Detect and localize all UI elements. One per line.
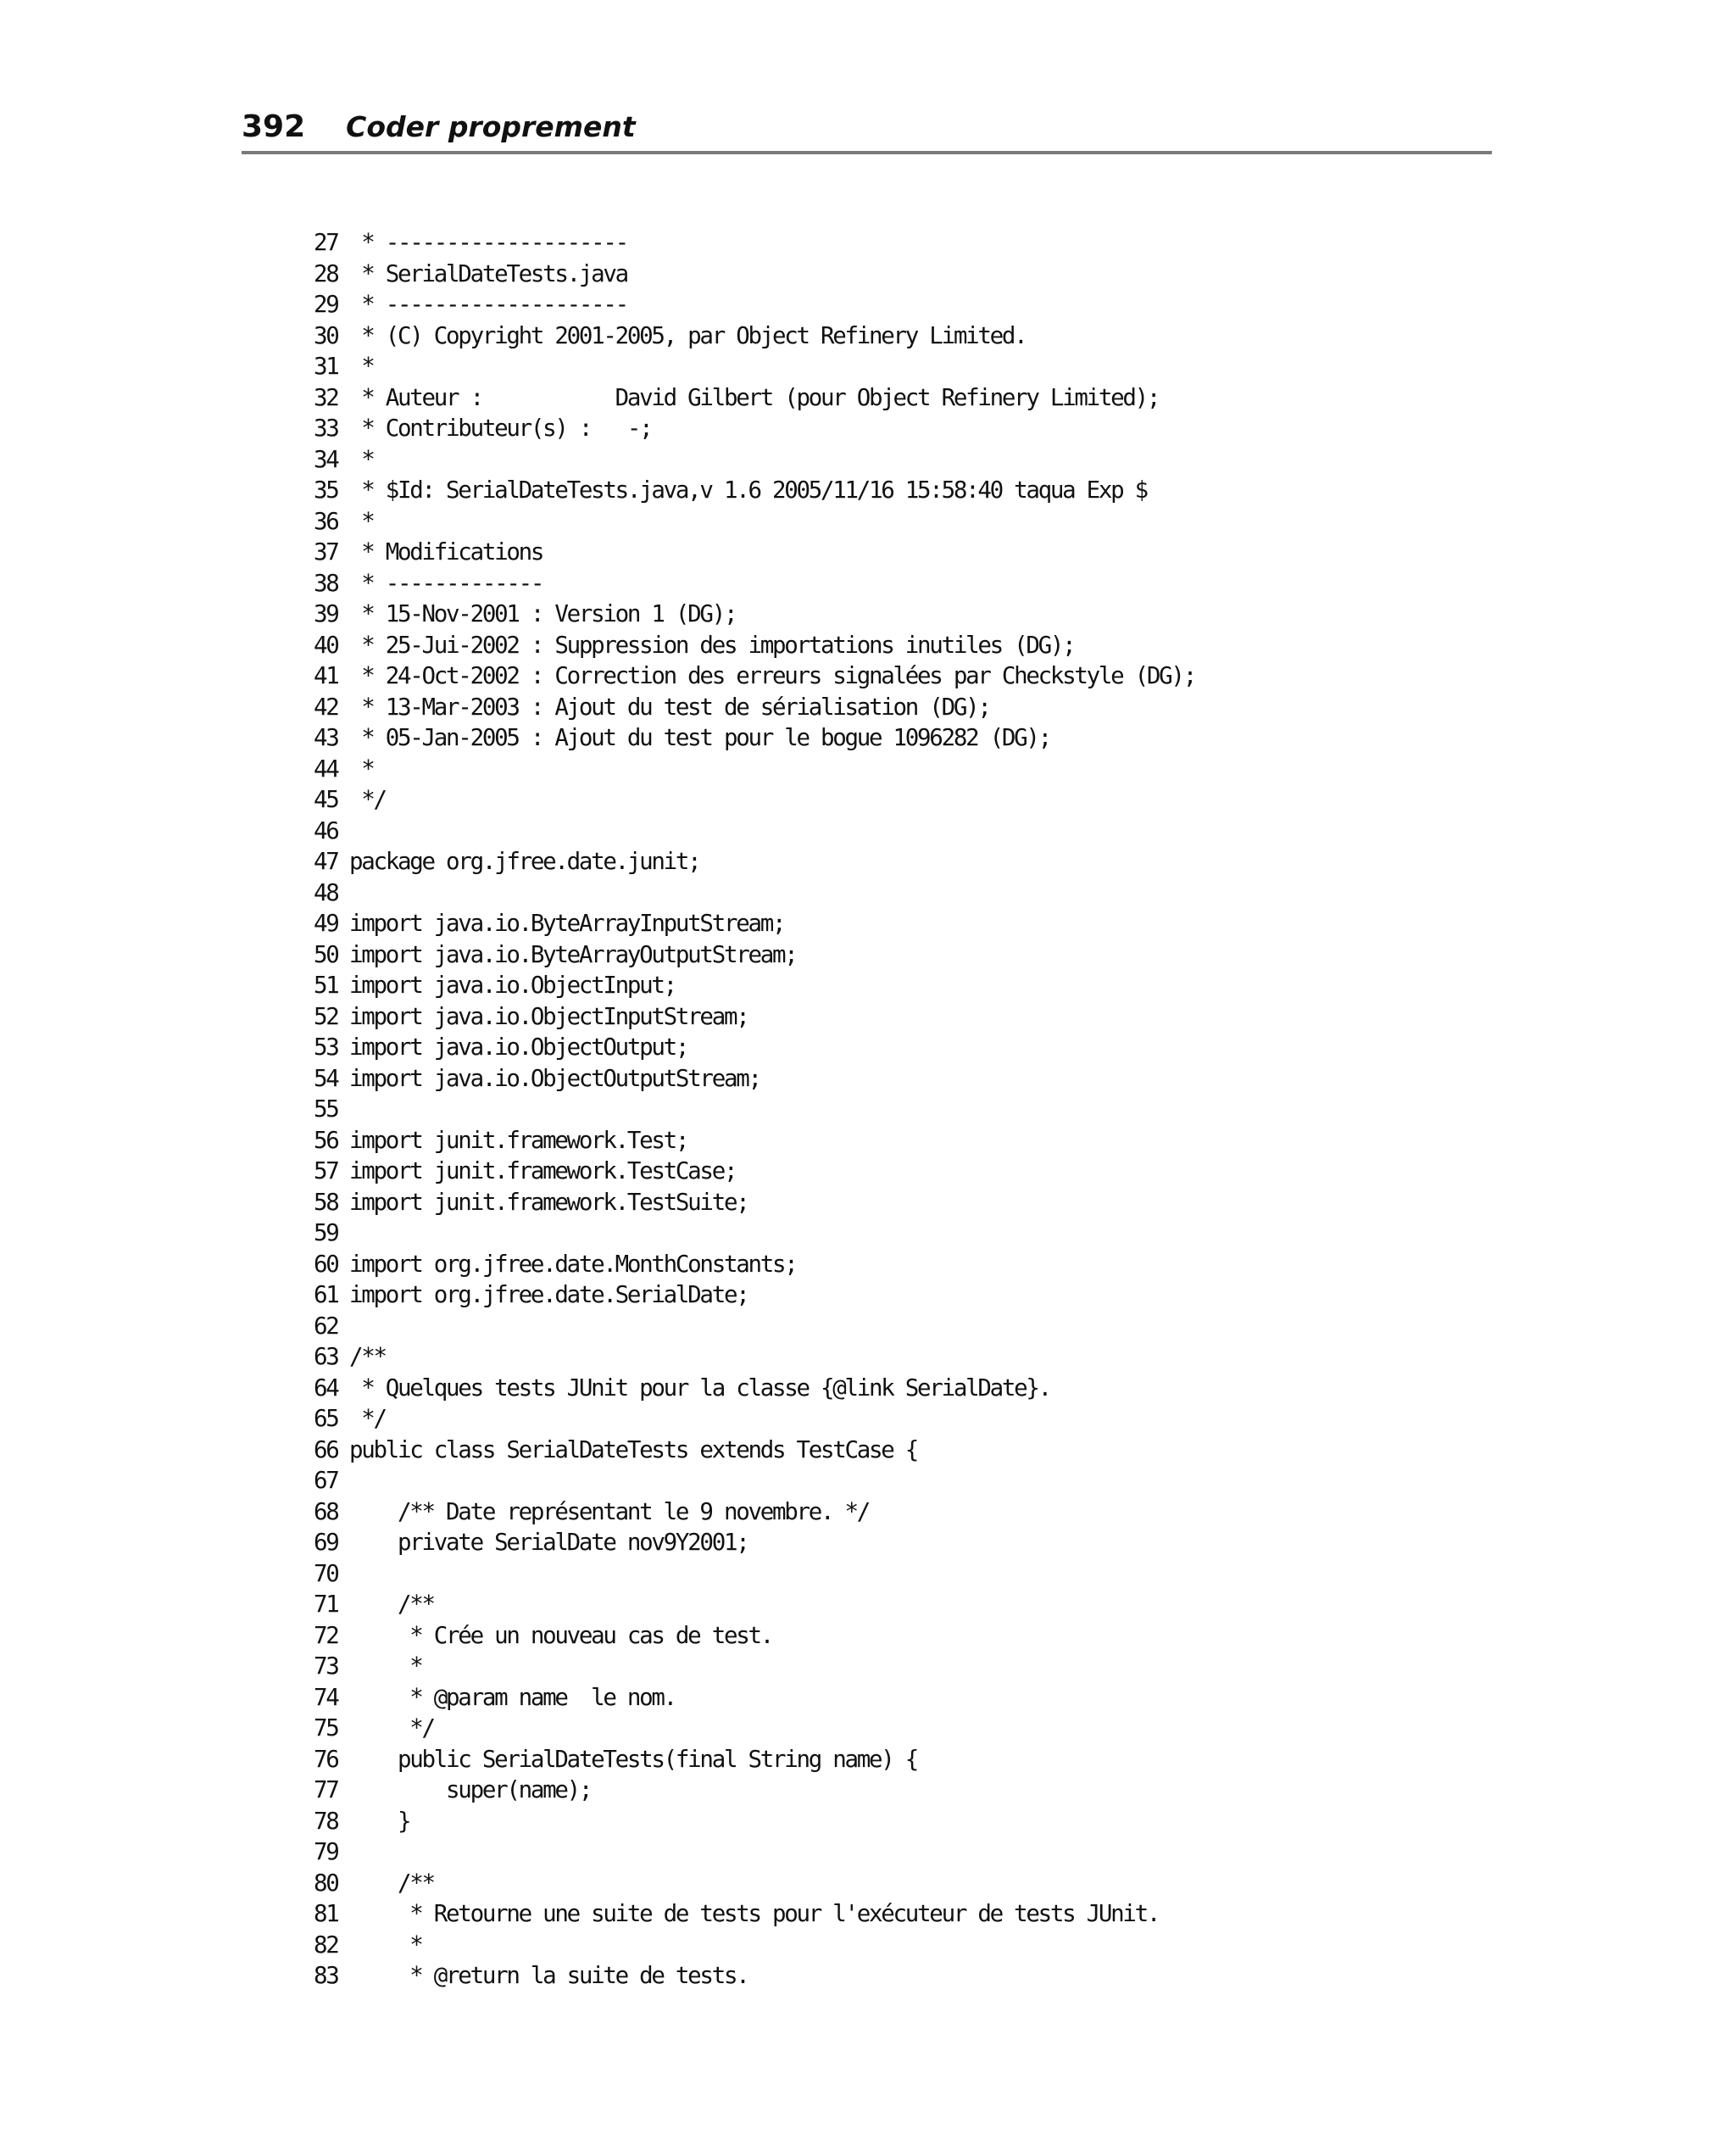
code-line	[314, 1341, 1483, 1373]
line-number: 52	[314, 1002, 338, 1030]
line-number: 43	[314, 724, 338, 751]
line-number: 71	[314, 1591, 338, 1618]
line-number: 69	[314, 1529, 338, 1556]
code-line	[314, 1806, 1483, 1837]
line-number: 53	[314, 1034, 338, 1061]
code-line	[314, 1279, 1483, 1311]
code-line	[314, 1063, 1483, 1095]
line-number: 54	[314, 1064, 338, 1092]
code-line	[314, 320, 1483, 352]
line-code: * @return la suite de tests.	[349, 1962, 748, 1989]
code-line	[314, 537, 1483, 568]
line-number: 40	[314, 631, 338, 659]
page-number: 392	[242, 109, 306, 144]
code-line	[314, 1775, 1483, 1806]
code-line	[314, 1558, 1483, 1590]
line-code: import java.io.ObjectInputStream;	[349, 1002, 748, 1030]
line-code: /**	[349, 1869, 434, 1897]
code-line	[314, 1496, 1483, 1528]
code-line	[314, 1465, 1483, 1496]
line-number: 50	[314, 940, 338, 968]
book-title: Coder proprement	[346, 109, 636, 143]
line-number: 76	[314, 1745, 338, 1773]
line-number: 70	[314, 1559, 338, 1587]
line-code: * -------------	[349, 569, 543, 597]
code-line	[314, 630, 1483, 661]
line-code: import java.io.ByteArrayOutputStream;	[349, 940, 797, 968]
line-number: 31	[314, 353, 338, 380]
code-line	[314, 816, 1483, 847]
line-number: 37	[314, 538, 338, 566]
line-code: * @param name le nom.	[349, 1683, 676, 1711]
code-line	[314, 1868, 1483, 1899]
code-line	[314, 1249, 1483, 1280]
line-code: import org.jfree.date.SerialDate;	[349, 1281, 748, 1308]
code-line	[314, 722, 1483, 754]
code-line	[314, 939, 1483, 971]
line-number: 29	[314, 291, 338, 318]
code-line	[314, 444, 1483, 476]
code-line	[314, 1651, 1483, 1682]
code-line	[314, 1620, 1483, 1652]
code-line	[314, 660, 1483, 692]
line-number: 56	[314, 1126, 338, 1154]
line-number: 73	[314, 1652, 338, 1680]
line-number: 81	[314, 1900, 338, 1927]
line-code: * (C) Copyright 2001-2005, par Object Refinery Limited.	[349, 321, 1027, 349]
line-code: */	[349, 786, 386, 813]
code-line	[314, 351, 1483, 382]
code-line	[314, 970, 1483, 1001]
code-line	[314, 1682, 1483, 1714]
line-code: * --------------------	[349, 291, 627, 318]
line-number: 58	[314, 1188, 338, 1216]
line-number: 49	[314, 910, 338, 937]
line-code: * 15-Nov-2001 : Version 1 (DG);	[349, 600, 737, 627]
line-code: * Auteur : David Gilbert (pour Object Refinery Limited);	[349, 383, 1160, 411]
line-number: 39	[314, 600, 338, 627]
code-line	[314, 506, 1483, 538]
line-code: import junit.framework.Test;	[349, 1126, 688, 1154]
code-line	[314, 1373, 1483, 1404]
code-line	[314, 1435, 1483, 1466]
line-number: 34	[314, 445, 338, 473]
line-number: 28	[314, 259, 338, 287]
line-code: super(name);	[349, 1776, 592, 1803]
line-number: 72	[314, 1621, 338, 1649]
line-code: /**	[349, 1343, 386, 1370]
line-number: 64	[314, 1374, 338, 1402]
code-line	[314, 1744, 1483, 1775]
line-code: * 24-Oct-2002 : Correction des erreurs signalées par Checkstyle (DG);	[349, 662, 1195, 689]
line-code: import java.io.ObjectOutput;	[349, 1034, 688, 1061]
code-line	[314, 1527, 1483, 1558]
code-line	[314, 1311, 1483, 1342]
line-code: import org.jfree.date.MonthConstants;	[349, 1250, 797, 1278]
line-code: * --------------------	[349, 229, 627, 256]
code-line	[314, 1001, 1483, 1033]
line-code: /**	[349, 1591, 434, 1618]
line-number: 79	[314, 1838, 338, 1865]
code-line	[314, 289, 1483, 320]
line-code: }	[349, 1807, 410, 1835]
line-code: *	[349, 1931, 422, 1959]
line-number: 38	[314, 569, 338, 597]
line-number: 67	[314, 1467, 338, 1494]
line-number: 42	[314, 693, 338, 721]
line-code: public class SerialDateTests extends TestCase {	[349, 1435, 918, 1463]
line-number: 57	[314, 1157, 338, 1184]
code-line	[314, 1094, 1483, 1125]
line-number: 48	[314, 878, 338, 906]
line-code: import java.io.ObjectInput;	[349, 972, 676, 999]
line-code: * Crée un nouveau cas de test.	[349, 1621, 772, 1649]
line-number: 33	[314, 415, 338, 442]
code-line	[314, 1713, 1483, 1744]
code-line	[314, 1218, 1483, 1249]
line-code: * 13-Mar-2003 : Ajout du test de sérialisation (DG);	[349, 693, 990, 721]
code-line	[314, 1898, 1483, 1930]
line-number: 47	[314, 848, 338, 875]
code-listing	[314, 227, 1483, 1992]
line-number: 59	[314, 1219, 338, 1246]
line-code: *	[349, 755, 374, 783]
line-number: 83	[314, 1962, 338, 1989]
code-line	[314, 382, 1483, 414]
line-code: * Quelques tests JUnit pour la classe {@link SerialDate}.	[349, 1374, 1050, 1402]
code-line	[314, 1125, 1483, 1156]
line-number: 75	[314, 1714, 338, 1742]
code-line	[314, 908, 1483, 939]
line-number: 60	[314, 1250, 338, 1278]
header-divider	[242, 151, 1492, 154]
code-line	[314, 878, 1483, 909]
code-line	[314, 599, 1483, 630]
line-number: 62	[314, 1312, 338, 1340]
line-number: 36	[314, 507, 338, 535]
code-line	[314, 1836, 1483, 1868]
line-code: import junit.framework.TestSuite;	[349, 1188, 748, 1216]
line-number: 35	[314, 476, 338, 504]
line-number: 78	[314, 1807, 338, 1835]
line-code: *	[349, 353, 374, 380]
line-number: 65	[314, 1405, 338, 1432]
line-number: 82	[314, 1931, 338, 1959]
code-line	[314, 475, 1483, 506]
line-code: */	[349, 1714, 434, 1742]
line-number: 66	[314, 1435, 338, 1463]
line-number: 63	[314, 1343, 338, 1370]
line-code: * $Id: SerialDateTests.java,v 1.6 2005/11/16 15:58:40 taqua Exp $	[349, 476, 1147, 504]
line-code: import java.io.ByteArrayInputStream;	[349, 910, 785, 937]
code-line	[314, 784, 1483, 816]
line-code: private SerialDate nov9Y2001;	[349, 1529, 748, 1556]
line-code: import junit.framework.TestCase;	[349, 1157, 737, 1184]
line-code: */	[349, 1405, 386, 1432]
line-number: 51	[314, 972, 338, 999]
line-number: 41	[314, 662, 338, 689]
line-number: 61	[314, 1281, 338, 1308]
line-number: 45	[314, 786, 338, 813]
line-code: *	[349, 445, 374, 473]
line-number: 46	[314, 816, 338, 844]
line-number: 44	[314, 755, 338, 783]
code-line	[314, 846, 1483, 878]
line-code: * Contributeur(s) : -;	[349, 415, 652, 442]
line-number: 27	[314, 229, 338, 256]
page-header	[242, 100, 1492, 153]
code-line	[314, 754, 1483, 785]
code-line	[314, 568, 1483, 599]
line-code: * 05-Jan-2005 : Ajout du test pour le bogue 1096282 (DG);	[349, 724, 1050, 751]
line-code: public SerialDateTests(final String name) {	[349, 1745, 918, 1773]
code-line	[314, 1930, 1483, 1961]
line-code: * Retourne une suite de tests pour l'exécuteur de tests JUnit.	[349, 1900, 1160, 1927]
line-number: 30	[314, 321, 338, 349]
line-code: *	[349, 1652, 422, 1680]
line-code: import java.io.ObjectOutputStream;	[349, 1064, 760, 1092]
line-number: 68	[314, 1497, 338, 1525]
line-number: 74	[314, 1683, 338, 1711]
code-line	[314, 1187, 1483, 1218]
code-line	[314, 1156, 1483, 1187]
code-line	[314, 1960, 1483, 1992]
code-line	[314, 227, 1483, 259]
line-code: * Modifications	[349, 538, 543, 566]
line-code: /** Date représentant le 9 novembre. */	[349, 1497, 870, 1525]
line-number: 32	[314, 383, 338, 411]
line-code: package org.jfree.date.junit;	[349, 848, 700, 875]
code-line	[314, 413, 1483, 444]
line-code: *	[349, 507, 374, 535]
code-line	[314, 1403, 1483, 1435]
line-number: 80	[314, 1869, 338, 1897]
line-number: 55	[314, 1095, 338, 1123]
line-code: * 25-Jui-2002 : Suppression des importations inutiles (DG);	[349, 631, 1075, 659]
line-code: * SerialDateTests.java	[349, 259, 627, 287]
code-line	[314, 692, 1483, 723]
code-line	[314, 259, 1483, 290]
line-number: 77	[314, 1776, 338, 1803]
code-line	[314, 1032, 1483, 1063]
code-line	[314, 1589, 1483, 1620]
